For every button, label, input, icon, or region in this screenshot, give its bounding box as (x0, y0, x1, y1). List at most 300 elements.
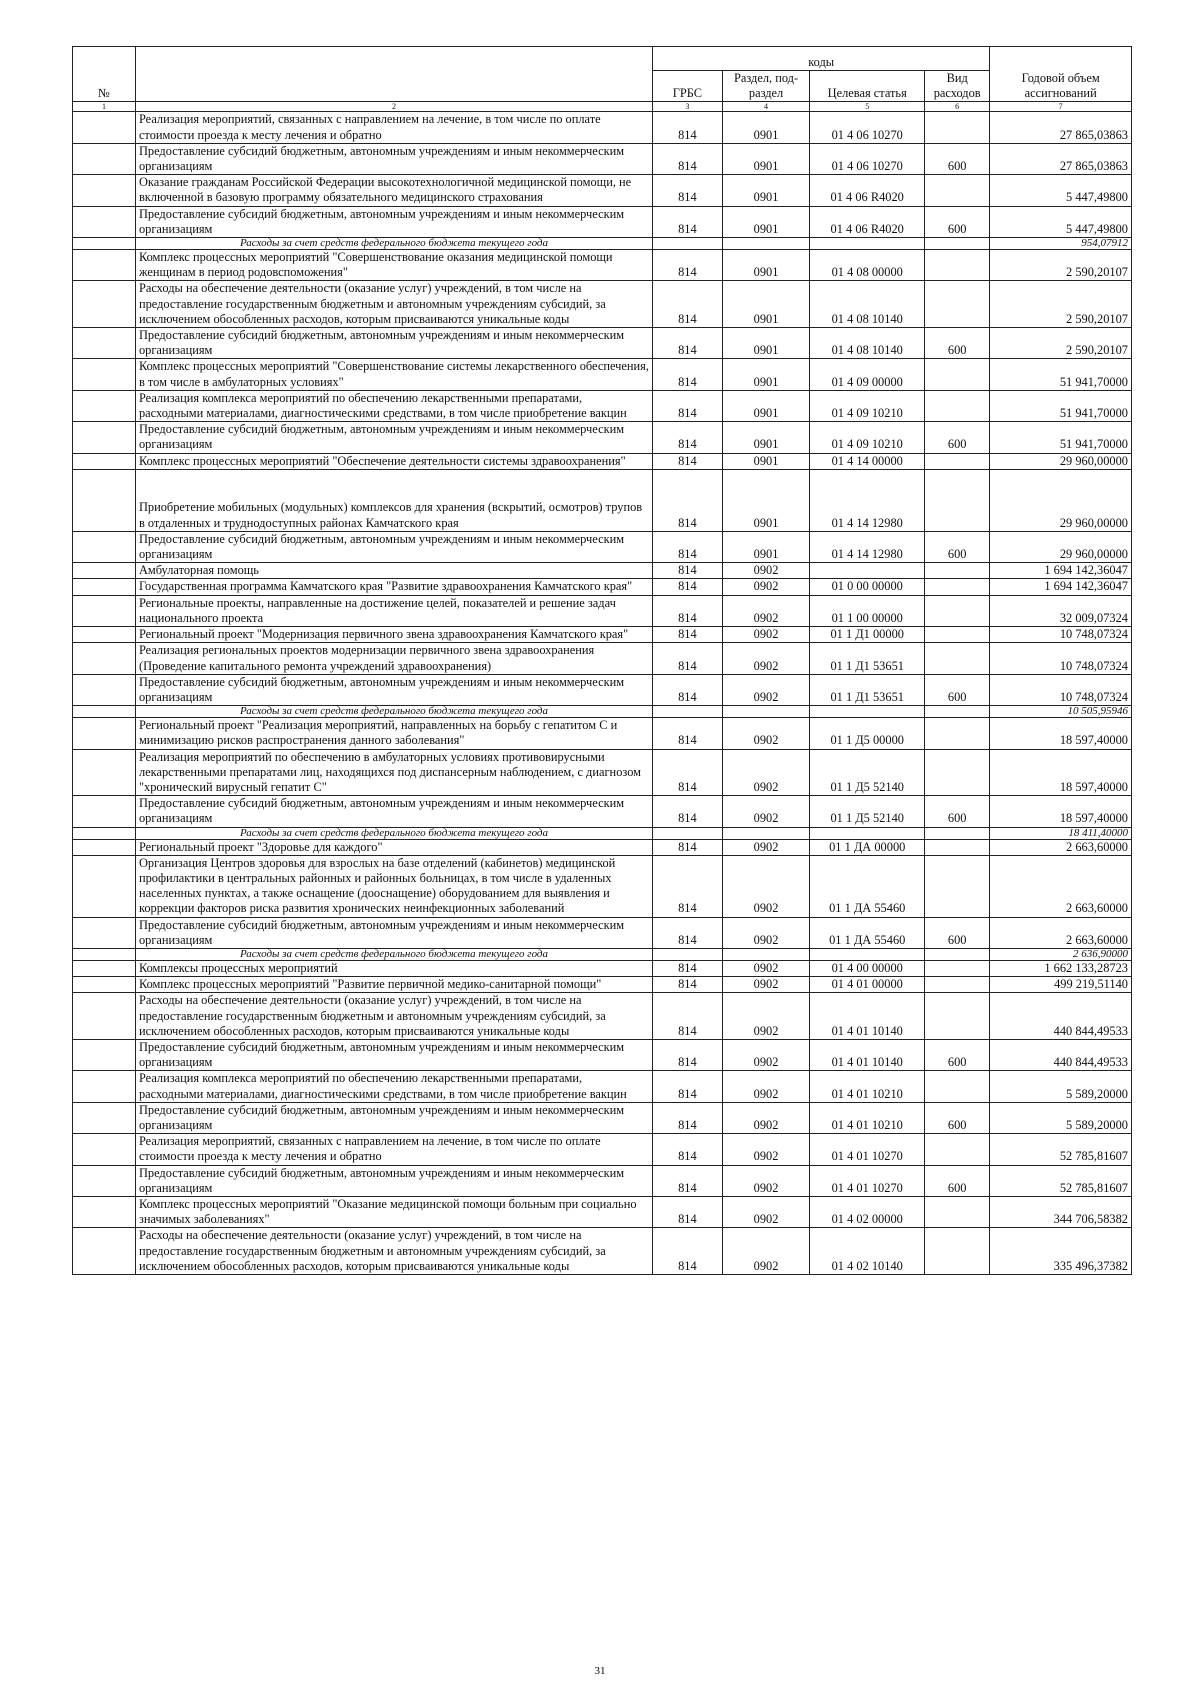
cell-name: Расходы за счет средств федерального бюджета текущего года (135, 238, 652, 250)
cell-num (73, 796, 136, 827)
cell-razdel (722, 948, 810, 960)
cell-vid (925, 993, 990, 1040)
cell-name: Расходы за счет средств федерального бюджета текущего года (135, 706, 652, 718)
cell-vid (925, 718, 990, 749)
cell-razdel: 0901 (722, 328, 810, 359)
cell-razdel: 0902 (722, 855, 810, 917)
cell-razdel: 0902 (722, 749, 810, 796)
cell-tsel: 01 1 Д5 52140 (810, 796, 925, 827)
cell-name: Предоставление субсидий бюджетным, автономным учреждениям и иным некоммерческим организациям (135, 1165, 652, 1196)
cell-grbs: 814 (653, 1228, 723, 1275)
table-row (73, 422, 1132, 453)
cell-tsel: 01 1 Д1 53651 (810, 643, 925, 674)
federal-funds-row (73, 948, 1132, 960)
cell-tsel: 01 0 00 00000 (810, 579, 925, 595)
table-row (73, 469, 1132, 531)
cell-tsel: 01 4 01 10210 (810, 1102, 925, 1133)
cell-razdel: 0902 (722, 1102, 810, 1133)
cell-tsel: 01 4 01 10210 (810, 1071, 925, 1102)
cell-total: 18 411,40000 (990, 827, 1132, 839)
page-number: 31 (594, 1665, 606, 1677)
federal-funds-row (73, 827, 1132, 839)
cell-num (73, 175, 136, 206)
table-row (73, 206, 1132, 237)
table-row (73, 112, 1132, 143)
cell-tsel: 01 1 ДА 55460 (810, 917, 925, 948)
cell-name: Реализация мероприятий, связанных с направлением на лечение, в том числе по оплате стоимости проезда к месту лечения и обратно (135, 112, 652, 143)
cell-num (73, 627, 136, 643)
cell-num (73, 1071, 136, 1102)
cell-total: 52 785,81607 (990, 1165, 1132, 1196)
cell-name: Региональный проект "Реализация мероприятий, направленных на борьбу с гепатитом С и минимизацию рисков распространения данного заболевания" (135, 718, 652, 749)
cell-total: 954,07912 (990, 238, 1132, 250)
federal-funds-row (73, 706, 1132, 718)
cell-num (73, 238, 136, 250)
cell-vid (925, 469, 990, 531)
cell-vid (925, 250, 990, 281)
cell-razdel: 0902 (722, 579, 810, 595)
cell-vid: 600 (925, 422, 990, 453)
cell-total: 499 219,51140 (990, 977, 1132, 993)
cell-vid (925, 112, 990, 143)
cell-razdel: 0901 (722, 143, 810, 174)
cell-razdel: 0902 (722, 1134, 810, 1165)
cell-tsel (810, 563, 925, 579)
cell-tsel: 01 1 ДА 00000 (810, 839, 925, 855)
table-row (73, 563, 1132, 579)
cell-tsel (810, 238, 925, 250)
cell-grbs (653, 706, 723, 718)
cell-total: 10 748,07324 (990, 643, 1132, 674)
cell-razdel: 0902 (722, 917, 810, 948)
cell-num (73, 839, 136, 855)
cell-tsel: 01 1 Д5 00000 (810, 718, 925, 749)
table-row (73, 796, 1132, 827)
cell-name: Предоставление субсидий бюджетным, автономным учреждениям и иным некоммерческим организациям (135, 328, 652, 359)
cell-name: Комплекс процессных мероприятий "Оказание медицинской помощи больным при социально значимых заболеваниях" (135, 1197, 652, 1228)
cell-tsel: 01 4 06 R4020 (810, 175, 925, 206)
cell-total: 10 505,95946 (990, 706, 1132, 718)
cell-vid (925, 453, 990, 469)
cell-name: Комплекс процессных мероприятий "Обеспечение деятельности системы здравоохранения" (135, 453, 652, 469)
cell-name: Оказание гражданам Российской Федерации высокотехнологичной медицинской помощи, не включенной в базовую программу обязательного медицинского страхования (135, 175, 652, 206)
cell-total: 10 748,07324 (990, 674, 1132, 705)
cell-tsel (810, 706, 925, 718)
cell-grbs: 814 (653, 993, 723, 1040)
cell-grbs: 814 (653, 796, 723, 827)
cell-num (73, 718, 136, 749)
cell-vid: 600 (925, 796, 990, 827)
cell-vid: 600 (925, 1165, 990, 1196)
cell-razdel: 0902 (722, 1071, 810, 1102)
table-row (73, 1071, 1132, 1102)
cell-razdel: 0902 (722, 1165, 810, 1196)
cell-razdel: 0902 (722, 796, 810, 827)
cell-name: Предоставление субсидий бюджетным, автономным учреждениям и иным некоммерческим организациям (135, 1102, 652, 1133)
cell-razdel: 0902 (722, 627, 810, 643)
cell-vid (925, 977, 990, 993)
cell-razdel: 0902 (722, 977, 810, 993)
cell-vid (925, 390, 990, 421)
cell-total: 1 694 142,36047 (990, 563, 1132, 579)
cell-tsel: 01 4 14 12980 (810, 531, 925, 562)
cell-total: 344 706,58382 (990, 1197, 1132, 1228)
cell-grbs: 814 (653, 718, 723, 749)
cell-razdel: 0901 (722, 453, 810, 469)
cell-tsel: 01 1 Д1 00000 (810, 627, 925, 643)
cell-name: Предоставление субсидий бюджетным, автономным учреждениям и иным некоммерческим организациям (135, 917, 652, 948)
cell-grbs: 814 (653, 390, 723, 421)
cell-razdel (722, 827, 810, 839)
cell-razdel: 0902 (722, 563, 810, 579)
cell-vid (925, 1228, 990, 1275)
cell-name: Комплексы процессных мероприятий (135, 960, 652, 976)
column-index: 7 (990, 102, 1132, 112)
cell-razdel: 0902 (722, 1228, 810, 1275)
cell-vid (925, 595, 990, 626)
cell-grbs: 814 (653, 1165, 723, 1196)
table-row (73, 1165, 1132, 1196)
table-row (73, 643, 1132, 674)
cell-total: 29 960,00000 (990, 453, 1132, 469)
table-row (73, 977, 1132, 993)
cell-total: 2 663,60000 (990, 855, 1132, 917)
cell-vid (925, 281, 990, 328)
cell-num (73, 1165, 136, 1196)
cell-vid: 600 (925, 1039, 990, 1070)
cell-num (73, 579, 136, 595)
column-index: 2 (135, 102, 652, 112)
cell-num (73, 1197, 136, 1228)
cell-num (73, 827, 136, 839)
cell-name: Расходы на обеспечение деятельности (оказание услуг) учреждений, в том числе на предоставление государственным бюджетным и автономным учреждениям субсидий, за исключением обособленных расходов, которым присваиваются уникальные коды (135, 281, 652, 328)
cell-tsel (810, 827, 925, 839)
cell-grbs: 814 (653, 469, 723, 531)
table-row (73, 1228, 1132, 1275)
table-row (73, 855, 1132, 917)
cell-vid: 600 (925, 1102, 990, 1133)
cell-grbs: 814 (653, 422, 723, 453)
cell-name: Реализация региональных проектов модернизации первичного звена здравоохранения (Проведение капитального ремонта учреждений здравоохранения) (135, 643, 652, 674)
cell-tsel: 01 4 08 10140 (810, 281, 925, 328)
cell-grbs: 814 (653, 1134, 723, 1165)
cell-total: 51 941,70000 (990, 390, 1132, 421)
cell-grbs: 814 (653, 643, 723, 674)
table-row (73, 531, 1132, 562)
header-total: Годовой объем ассигнований (990, 47, 1132, 102)
cell-grbs: 814 (653, 328, 723, 359)
cell-vid (925, 238, 990, 250)
cell-razdel: 0902 (722, 643, 810, 674)
cell-name: Комплекс процессных мероприятий "Развитие первичной медико-санитарной помощи" (135, 977, 652, 993)
cell-total: 2 636,90000 (990, 948, 1132, 960)
header-tsel: Целевая статья (810, 71, 925, 102)
cell-name: Предоставление субсидий бюджетным, автономным учреждениям и иным некоммерческим организациям (135, 674, 652, 705)
cell-tsel: 01 4 09 10210 (810, 390, 925, 421)
cell-vid (925, 749, 990, 796)
cell-grbs: 814 (653, 250, 723, 281)
cell-vid (925, 948, 990, 960)
table-row (73, 917, 1132, 948)
table-row (73, 1134, 1132, 1165)
cell-tsel: 01 1 Д1 53651 (810, 674, 925, 705)
cell-vid (925, 563, 990, 579)
cell-grbs: 814 (653, 531, 723, 562)
cell-num (73, 206, 136, 237)
table-row (73, 250, 1132, 281)
cell-name: Региональный проект "Модернизация первичного звена здравоохранения Камчатского края" (135, 627, 652, 643)
column-index-row (73, 102, 1132, 112)
cell-name: Расходы на обеспечение деятельности (оказание услуг) учреждений, в том числе на предоставление государственным бюджетным и автономным учреждениям субсидий, за исключением обособленных расходов, которым присваиваются уникальные коды (135, 993, 652, 1040)
cell-tsel: 01 4 14 12980 (810, 469, 925, 531)
cell-grbs: 814 (653, 1197, 723, 1228)
cell-num (73, 855, 136, 917)
cell-vid (925, 1197, 990, 1228)
table-row (73, 579, 1132, 595)
cell-tsel: 01 4 01 10140 (810, 1039, 925, 1070)
cell-total: 18 597,40000 (990, 718, 1132, 749)
cell-grbs (653, 948, 723, 960)
cell-total: 440 844,49533 (990, 1039, 1132, 1070)
cell-tsel (810, 948, 925, 960)
cell-total: 29 960,00000 (990, 531, 1132, 562)
cell-tsel: 01 4 09 10210 (810, 422, 925, 453)
cell-grbs: 814 (653, 175, 723, 206)
table-row (73, 595, 1132, 626)
cell-grbs: 814 (653, 627, 723, 643)
table-row (73, 359, 1132, 390)
cell-total: 51 941,70000 (990, 359, 1132, 390)
cell-num (73, 643, 136, 674)
cell-name: Предоставление субсидий бюджетным, автономным учреждениям и иным некоммерческим организациям (135, 1039, 652, 1070)
cell-name: Реализация мероприятий по обеспечению в амбулаторных условиях противовирусными лекарственными препаратами лиц, находящихся под диспансерным наблюдением, с диагнозом "хронический вирусный гепатит С" (135, 749, 652, 796)
cell-razdel (722, 706, 810, 718)
cell-total: 2 590,20107 (990, 328, 1132, 359)
cell-tsel: 01 1 00 00000 (810, 595, 925, 626)
cell-num (73, 281, 136, 328)
document-page (72, 46, 1132, 1275)
table-header (73, 47, 1132, 112)
cell-total: 2 663,60000 (990, 839, 1132, 855)
cell-razdel: 0902 (722, 674, 810, 705)
cell-razdel: 0901 (722, 112, 810, 143)
cell-razdel: 0902 (722, 960, 810, 976)
cell-vid: 600 (925, 328, 990, 359)
column-index: 3 (653, 102, 723, 112)
table-row (73, 143, 1132, 174)
table-row (73, 390, 1132, 421)
cell-tsel: 01 4 06 10270 (810, 112, 925, 143)
cell-num (73, 563, 136, 579)
cell-num (73, 112, 136, 143)
cell-num (73, 917, 136, 948)
cell-vid (925, 359, 990, 390)
cell-razdel: 0901 (722, 390, 810, 421)
cell-num (73, 948, 136, 960)
column-index: 1 (73, 102, 136, 112)
cell-razdel: 0901 (722, 422, 810, 453)
cell-total: 29 960,00000 (990, 469, 1132, 531)
cell-tsel: 01 4 08 00000 (810, 250, 925, 281)
column-index: 6 (925, 102, 990, 112)
cell-name: Приобретение мобильных (модульных) комплексов для хранения (вскрытий, осмотров) трупов в отдаленных и труднодоступных районах Камчатского края (135, 469, 652, 531)
cell-total: 10 748,07324 (990, 627, 1132, 643)
cell-grbs: 814 (653, 674, 723, 705)
cell-grbs: 814 (653, 112, 723, 143)
cell-tsel: 01 4 08 10140 (810, 328, 925, 359)
cell-vid (925, 579, 990, 595)
cell-vid: 600 (925, 674, 990, 705)
cell-num (73, 359, 136, 390)
cell-razdel: 0901 (722, 531, 810, 562)
cell-name: Комплекс процессных мероприятий "Совершенствование системы лекарственного обеспечения, в том числе в амбулаторных условиях" (135, 359, 652, 390)
cell-total: 5 589,20000 (990, 1071, 1132, 1102)
table-row (73, 839, 1132, 855)
cell-num (73, 993, 136, 1040)
cell-vid: 600 (925, 531, 990, 562)
cell-total: 5 447,49800 (990, 175, 1132, 206)
cell-name: Государственная программа Камчатского края "Развитие здравоохранения Камчатского края" (135, 579, 652, 595)
cell-razdel: 0901 (722, 281, 810, 328)
cell-grbs: 814 (653, 595, 723, 626)
cell-razdel (722, 238, 810, 250)
cell-vid (925, 827, 990, 839)
table-row (73, 674, 1132, 705)
cell-tsel: 01 4 00 00000 (810, 960, 925, 976)
cell-num (73, 595, 136, 626)
cell-grbs (653, 238, 723, 250)
cell-tsel: 01 1 Д5 52140 (810, 749, 925, 796)
cell-num (73, 422, 136, 453)
cell-total: 335 496,37382 (990, 1228, 1132, 1275)
header-name (135, 47, 652, 102)
cell-grbs: 814 (653, 855, 723, 917)
cell-tsel: 01 4 06 10270 (810, 143, 925, 174)
cell-num (73, 1102, 136, 1133)
table-row (73, 328, 1132, 359)
cell-num (73, 674, 136, 705)
cell-razdel: 0902 (722, 595, 810, 626)
table-row (73, 281, 1132, 328)
cell-num (73, 960, 136, 976)
cell-name: Предоставление субсидий бюджетным, автономным учреждениям и иным некоммерческим организациям (135, 796, 652, 827)
cell-tsel: 01 4 01 00000 (810, 977, 925, 993)
cell-name: Амбулаторная помощь (135, 563, 652, 579)
cell-vid (925, 839, 990, 855)
cell-grbs: 814 (653, 839, 723, 855)
cell-vid (925, 175, 990, 206)
table-row (73, 1197, 1132, 1228)
table-row (73, 1102, 1132, 1133)
cell-num (73, 749, 136, 796)
cell-total: 5 447,49800 (990, 206, 1132, 237)
cell-tsel: 01 4 09 00000 (810, 359, 925, 390)
table-row (73, 718, 1132, 749)
cell-grbs: 814 (653, 917, 723, 948)
budget-table (72, 46, 1132, 1275)
table-row (73, 627, 1132, 643)
column-index: 4 (722, 102, 810, 112)
table-row (73, 1039, 1132, 1070)
cell-vid (925, 1134, 990, 1165)
cell-name: Региональный проект "Здоровье для каждого" (135, 839, 652, 855)
cell-grbs: 814 (653, 206, 723, 237)
cell-vid (925, 855, 990, 917)
header-razdel: Раздел, под- раздел (722, 71, 810, 102)
table-row (73, 993, 1132, 1040)
cell-tsel: 01 1 ДА 55460 (810, 855, 925, 917)
cell-name: Реализация мероприятий, связанных с направлением на лечение, в том числе по оплате стоимости проезда к месту лечения и обратно (135, 1134, 652, 1165)
cell-grbs: 814 (653, 1039, 723, 1070)
cell-num (73, 1228, 136, 1275)
header-vid: Вид расходов (925, 71, 990, 102)
cell-name: Расходы за счет средств федерального бюджета текущего года (135, 827, 652, 839)
cell-num (73, 453, 136, 469)
cell-total: 18 597,40000 (990, 749, 1132, 796)
cell-grbs: 814 (653, 1071, 723, 1102)
cell-vid (925, 706, 990, 718)
cell-tsel: 01 4 01 10270 (810, 1165, 925, 1196)
cell-num (73, 328, 136, 359)
cell-razdel: 0901 (722, 250, 810, 281)
cell-grbs (653, 827, 723, 839)
cell-vid: 600 (925, 917, 990, 948)
cell-num (73, 1134, 136, 1165)
cell-grbs: 814 (653, 281, 723, 328)
cell-razdel: 0902 (722, 993, 810, 1040)
cell-tsel: 01 4 02 10140 (810, 1228, 925, 1275)
cell-total: 52 785,81607 (990, 1134, 1132, 1165)
cell-grbs: 814 (653, 579, 723, 595)
cell-grbs: 814 (653, 1102, 723, 1133)
federal-funds-row (73, 238, 1132, 250)
cell-num (73, 1039, 136, 1070)
cell-razdel: 0901 (722, 469, 810, 531)
cell-total: 1 694 142,36047 (990, 579, 1132, 595)
table-row (73, 175, 1132, 206)
cell-grbs: 814 (653, 977, 723, 993)
cell-tsel: 01 4 02 00000 (810, 1197, 925, 1228)
cell-grbs: 814 (653, 749, 723, 796)
header-num: № (73, 47, 136, 102)
cell-grbs: 814 (653, 143, 723, 174)
cell-total: 440 844,49533 (990, 993, 1132, 1040)
cell-name: Региональные проекты, направленные на достижение целей, показателей и решение задач национального проекта (135, 595, 652, 626)
cell-name: Комплекс процессных мероприятий "Совершенствование оказания медицинской помощи женщинам в период родовспоможения" (135, 250, 652, 281)
cell-tsel: 01 4 01 10140 (810, 993, 925, 1040)
cell-vid (925, 643, 990, 674)
cell-num (73, 250, 136, 281)
cell-total: 18 597,40000 (990, 796, 1132, 827)
cell-razdel: 0902 (722, 1039, 810, 1070)
cell-name: Реализация комплекса мероприятий по обеспечению лекарственными препаратами, расходными материалами, диагностическими средствами, в том числе приобретение вакцин (135, 390, 652, 421)
cell-num (73, 531, 136, 562)
cell-total: 5 589,20000 (990, 1102, 1132, 1133)
cell-name: Предоставление субсидий бюджетным, автономным учреждениям и иным некоммерческим организациям (135, 206, 652, 237)
cell-tsel: 01 4 06 R4020 (810, 206, 925, 237)
table-row (73, 960, 1132, 976)
cell-grbs: 814 (653, 960, 723, 976)
cell-grbs: 814 (653, 563, 723, 579)
cell-grbs: 814 (653, 453, 723, 469)
cell-total: 2 590,20107 (990, 250, 1132, 281)
cell-name: Расходы на обеспечение деятельности (оказание услуг) учреждений, в том числе на предоставление государственным бюджетным и автономным учреждениям субсидий, за исключением обособленных расходов, которым присваиваются уникальные коды (135, 1228, 652, 1275)
cell-name: Предоставление субсидий бюджетным, автономным учреждениям и иным некоммерческим организациям (135, 143, 652, 174)
header-codes: коды (653, 47, 990, 71)
cell-name: Организация Центров здоровья для взрослых на базе отделений (кабинетов) медицинской профилактики в центральных районных и районных больницах, в том числе в удаленных населенных пунктах, а также оснащение (дооснащение) оборудованием для выявления и коррекции факторов риска развития хронических неинфекционных заболеваний (135, 855, 652, 917)
cell-vid: 600 (925, 143, 990, 174)
cell-grbs: 814 (653, 359, 723, 390)
